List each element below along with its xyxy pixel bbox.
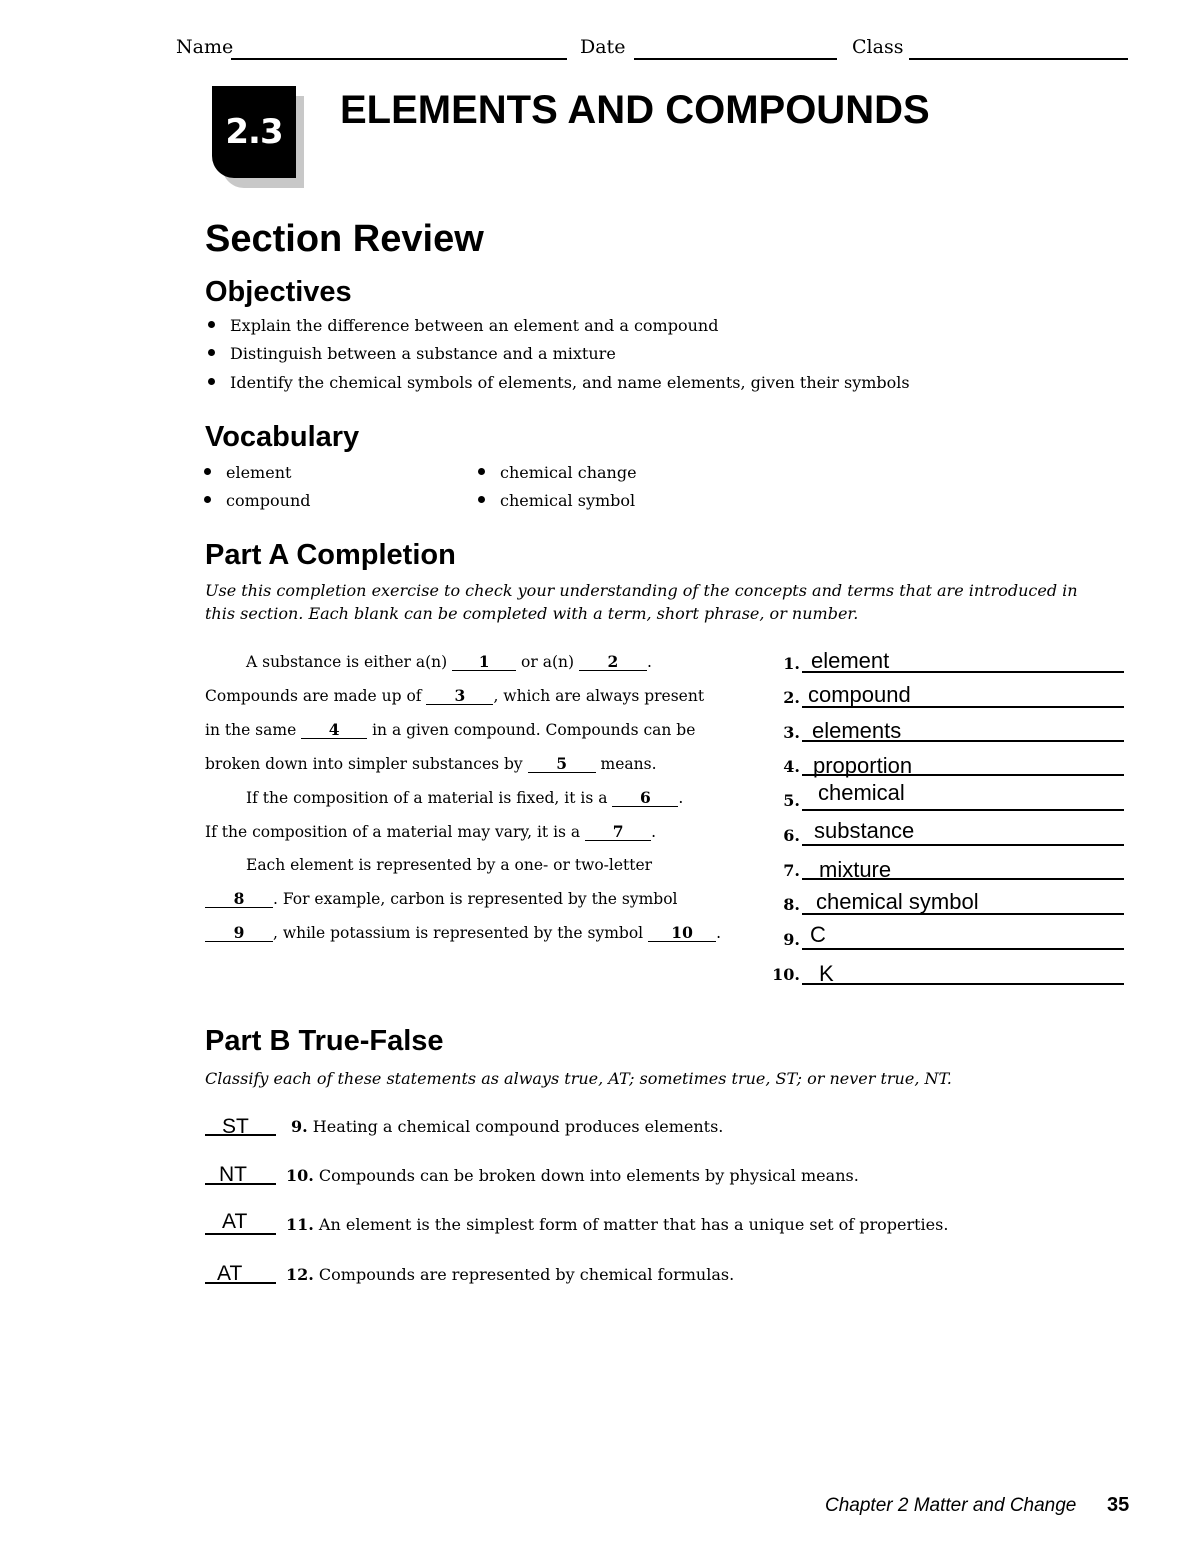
part-b-instructions: Classify each of these statements as always true, AT; sometimes true, ST; or never true, NT.	[205, 1069, 952, 1088]
blank-8: 8	[205, 891, 273, 908]
tf-answer-field[interactable]: ST	[222, 1115, 249, 1138]
answer-field-5[interactable]: chemical	[818, 780, 905, 805]
vocab-item: element	[204, 463, 291, 482]
answer-number: 9.	[783, 930, 800, 949]
date-label: Date	[580, 36, 626, 58]
objective-item: Identify the chemical symbols of elements, and name elements, given their symbols	[208, 373, 910, 392]
part-b-heading: Part B True-False	[205, 1025, 444, 1057]
answer-field-6[interactable]: substance	[814, 818, 915, 843]
completion-paragraph-line: in the same 4 in a given compound. Compounds can be	[205, 720, 696, 739]
name-label: Name	[176, 36, 234, 58]
vocabulary-heading: Vocabulary	[205, 421, 360, 453]
blank-9: 9	[205, 925, 273, 942]
vocab-item: chemical symbol	[478, 491, 635, 510]
completion-paragraph-line: A substance is either a(n) 1 or a(n) 2 .	[246, 652, 652, 671]
answer-line	[802, 983, 1124, 985]
completion-paragraph-line: 8 . For example, carbon is represented by the symbol	[205, 890, 678, 908]
part-a-heading: Part A Completion	[205, 539, 456, 571]
section-number-badge: 2.3	[212, 86, 296, 178]
blank-2: 2	[579, 654, 647, 671]
answer-field-1[interactable]: element	[811, 648, 890, 673]
tf-statement: 9. Heating a chemical compound produces elements.	[291, 1117, 724, 1136]
page-title: ELEMENTS AND COMPOUNDS	[340, 88, 930, 132]
answer-line	[802, 844, 1124, 846]
blank-4: 4	[301, 722, 367, 739]
answer-number: 3.	[783, 723, 800, 742]
tf-statement: 12. Compounds are represented by chemical formulas.	[286, 1265, 735, 1284]
bullet-icon	[478, 468, 485, 475]
completion-paragraph-line: broken down into simpler substances by 5 means.	[205, 754, 657, 773]
objective-item: Explain the difference between an element and a compound	[208, 316, 718, 335]
tf-statement: 10. Compounds can be broken down into elements by physical means.	[286, 1166, 859, 1185]
objective-item: Distinguish between a substance and a mixture	[208, 344, 616, 363]
answer-field-3[interactable]: elements	[812, 718, 902, 743]
blank-6: 6	[612, 790, 678, 807]
answer-field-9[interactable]: C	[810, 922, 826, 947]
blank-5: 5	[528, 756, 596, 773]
objectives-heading: Objectives	[205, 276, 352, 308]
bullet-icon	[204, 496, 211, 503]
answer-field-8[interactable]: chemical symbol	[816, 889, 979, 914]
bullet-icon	[208, 321, 215, 328]
name-field[interactable]	[231, 58, 567, 60]
answer-field-7[interactable]: mixture	[819, 857, 892, 882]
bullet-icon	[208, 349, 215, 356]
tf-answer-field[interactable]: NT	[219, 1163, 247, 1186]
class-field[interactable]	[909, 58, 1128, 60]
vocab-item: chemical change	[478, 463, 637, 482]
tf-answer-field[interactable]: AT	[217, 1262, 243, 1285]
blank-7: 7	[585, 824, 651, 841]
blank-10: 10	[648, 925, 716, 942]
bullet-icon	[204, 468, 211, 475]
blank-1: 1	[452, 654, 516, 671]
bullet-icon	[478, 496, 485, 503]
answer-line	[802, 809, 1124, 811]
answer-number: 2.	[783, 688, 800, 707]
answer-field-4[interactable]: proportion	[813, 753, 913, 778]
date-field[interactable]	[634, 58, 837, 60]
completion-paragraph-line: If the composition of a material may vary, it is a 7 .	[205, 822, 657, 841]
class-label: Class	[852, 36, 904, 58]
footer-chapter: Chapter 2 Matter and Change	[825, 1495, 1077, 1516]
answer-number: 1.	[783, 654, 800, 673]
answer-number: 4.	[783, 757, 800, 776]
vocab-item: compound	[204, 491, 311, 510]
answer-number: 6.	[783, 826, 800, 845]
section-title: Section Review	[205, 218, 484, 260]
answer-number: 5.	[783, 791, 800, 810]
part-a-instructions: Use this completion exercise to check your understanding of the concepts and terms that are introduced in this section. Each blank can be completed with a term, short phrase, or number.	[205, 581, 1078, 623]
answer-number: 10.	[772, 965, 800, 984]
answer-field-10[interactable]: K	[819, 961, 834, 986]
answer-field-2[interactable]: compound	[808, 682, 911, 707]
completion-paragraph-line: Each element is represented by a one- or two-letter	[246, 856, 653, 874]
bullet-icon	[208, 378, 215, 385]
answer-number: 8.	[783, 895, 800, 914]
completion-paragraph-line: If the composition of a material is fixed, it is a 6 .	[246, 788, 684, 807]
tf-statement: 11. An element is the simplest form of matter that has a unique set of properties.	[286, 1215, 949, 1234]
page-number: 35	[1107, 1494, 1130, 1516]
answer-number: 7.	[783, 861, 800, 880]
completion-paragraph-line: Compounds are made up of 3 , which are always present	[205, 686, 705, 705]
answer-line	[802, 948, 1124, 950]
completion-paragraph-line: 9 , while potassium is represented by the symbol 10 .	[205, 924, 721, 942]
blank-3: 3	[426, 688, 493, 705]
tf-answer-field[interactable]: AT	[222, 1210, 248, 1233]
